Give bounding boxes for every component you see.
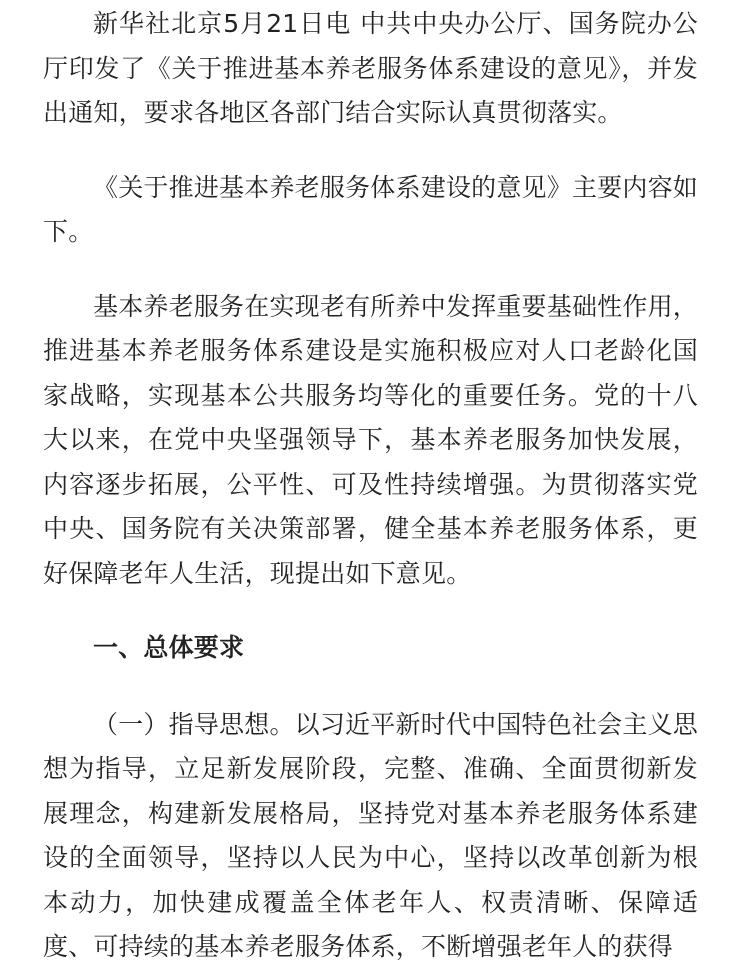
article-body <box>43 2 698 970</box>
background-paragraph: 基本养老服务在实现老有所养中发挥重要基础性作用，推进基本养老服务体系建设是实施积极应对人口老龄化国家战略，实现基本公共服务均等化的重要任务。党的十八大以来，在党中央坚强领导下，基本养老服务加快发展，内容逐步拓展，公平性、可及性持续增强。为贯彻落实党中央、国务院有关决策部署，健全基本养老服务体系，更好保障老年人生活，现提出如下意见。 <box>43 291 698 588</box>
summary-paragraph: 《关于推进基本养老服务体系建设的意见》主要内容如下。 <box>43 172 698 246</box>
lead-paragraph: 新华社北京5月21日电 中共中央办公厅、国务院办公厅印发了《关于推进基本养老服务体系建设的意见》，并发出通知，要求各地区各部门结合实际认真贯彻落实。 <box>43 9 698 127</box>
section-heading: 一、总体要求 <box>93 633 245 662</box>
guiding-thought-paragraph: （一）指导思想。以习近平新时代中国特色社会主义思想为指导，立足新发展阶段，完整、准确、全面贯彻新发展理念，构建新发展格局，坚持党对基本养老服务体系建设的全面领导，坚持以人民为中心，坚持以改革创新为根本动力，加快建成覆盖全体老年人、权责清晰、保障适度、可持续的基本养老服务体系，不断增强老年人的获得 <box>43 709 698 961</box>
